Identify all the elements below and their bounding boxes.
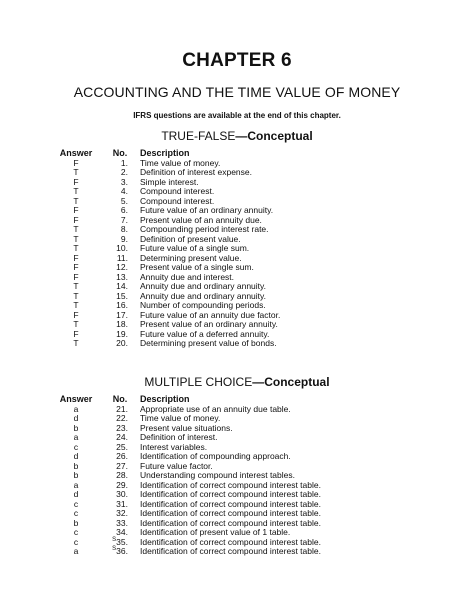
description-cell: Identification of correct compound interest table. xyxy=(140,508,321,518)
header-no: No. xyxy=(112,394,128,404)
table-row xyxy=(0,339,474,349)
number-text: 11. xyxy=(116,252,128,263)
number-text: 31. xyxy=(116,498,128,509)
multiple-choice-heading xyxy=(0,375,474,389)
number-text: 5. xyxy=(120,195,128,206)
answer-cell: d xyxy=(73,413,79,423)
number-text: 17. xyxy=(116,309,128,320)
answer-cell: F xyxy=(73,309,79,320)
true-false-title: TRUE-FALSE xyxy=(161,129,236,143)
description-cell: Determining present value. xyxy=(140,252,242,263)
answer-cell: a xyxy=(73,432,79,442)
description-cell: Present value situations. xyxy=(140,422,233,433)
description-cell: Time value of money. xyxy=(140,413,221,423)
number-text: 23. xyxy=(116,422,128,433)
number-text: 9. xyxy=(120,233,128,244)
answer-cell: a xyxy=(73,546,79,556)
true-false-heading xyxy=(0,129,474,143)
description-cell: Appropriate use of an annuity due table. xyxy=(140,403,291,414)
description-cell: Identification of correct compound interest table. xyxy=(140,479,321,490)
number-text: 34. xyxy=(116,527,128,537)
answer-cell: d xyxy=(73,451,79,461)
number-text: 4. xyxy=(120,186,128,196)
answer-cell: T xyxy=(73,224,79,234)
header-no: No. xyxy=(112,148,128,158)
answer-cell: F xyxy=(73,271,79,282)
multiple-choice-title: MULTIPLE CHOICE xyxy=(144,375,253,389)
true-false-suffix: —Conceptual xyxy=(235,129,313,143)
description-cell: Identification of correct compound interest table. xyxy=(140,517,321,528)
table-row xyxy=(0,452,474,462)
table-row xyxy=(0,405,474,415)
answer-cell: c xyxy=(73,508,79,518)
number-text: 6. xyxy=(120,205,128,215)
answer-cell: F xyxy=(73,262,79,272)
table-row xyxy=(0,433,474,443)
number-text: 3. xyxy=(120,176,128,187)
table-header xyxy=(0,394,474,405)
answer-cell: c xyxy=(73,498,79,509)
number-text: 35. xyxy=(116,536,128,547)
description-cell: Present value of a single sum. xyxy=(140,262,254,272)
multiple-choice-table xyxy=(0,394,474,557)
number-text: 22. xyxy=(116,413,128,423)
answer-cell: d xyxy=(73,489,79,499)
table-row xyxy=(0,424,474,434)
description-cell: Compounding period interest rate. xyxy=(140,224,269,234)
table-header xyxy=(0,148,474,159)
number-text: 21. xyxy=(116,403,128,414)
description-cell: Identification of correct compound interest table. xyxy=(140,546,321,556)
answer-cell: T xyxy=(73,281,79,291)
description-cell: Identification of correct compound interest table. xyxy=(140,498,321,509)
description-cell: Future value of an annuity due factor. xyxy=(140,309,281,320)
answer-cell: T xyxy=(73,243,79,253)
answer-cell: T xyxy=(73,290,79,301)
answer-cell: b xyxy=(73,517,79,528)
description-cell: Identification of present value of 1 table. xyxy=(140,527,291,537)
number-text: 24. xyxy=(116,432,128,442)
description-cell: Annuity due and ordinary annuity. xyxy=(140,281,267,291)
table-row xyxy=(0,168,474,178)
number-text: 26. xyxy=(116,451,128,461)
description-cell: Interest variables. xyxy=(140,441,208,452)
answer-cell: F xyxy=(73,252,79,263)
number-text: 27. xyxy=(116,460,128,471)
answer-cell: F xyxy=(73,176,79,187)
description-cell: Future value of a single sum. xyxy=(140,243,250,253)
header-description: Description xyxy=(140,394,190,404)
answer-cell: T xyxy=(73,300,79,310)
answer-cell: b xyxy=(73,470,79,480)
true-false-table xyxy=(0,148,474,349)
description-cell: Definition of present value. xyxy=(140,233,241,244)
answer-cell: c xyxy=(73,527,79,537)
answer-cell: T xyxy=(73,319,79,329)
description-cell: Identification of correct compound interest table. xyxy=(140,489,321,499)
description-cell: Compound interest. xyxy=(140,186,215,196)
number-text: 20. xyxy=(116,338,128,348)
number-text: 8. xyxy=(120,224,128,234)
number-text: 14. xyxy=(116,281,128,291)
answer-cell: F xyxy=(73,205,79,215)
number-text: 18. xyxy=(116,319,128,329)
chapter-subtitle: ACCOUNTING AND THE TIME VALUE OF MONEY xyxy=(73,84,401,100)
description-cell: Definition of interest expense. xyxy=(140,167,252,177)
answer-cell: F xyxy=(73,328,79,339)
number-text: 2. xyxy=(120,167,128,177)
answer-cell: b xyxy=(73,460,79,471)
answer-cell: a xyxy=(73,403,79,414)
description-cell: Future value of a deferred annuity. xyxy=(140,328,270,339)
answer-cell: T xyxy=(73,195,79,206)
description-cell: Annuity due and interest. xyxy=(140,271,235,282)
number-text: 12. xyxy=(116,262,128,272)
number-superscript: S xyxy=(112,546,117,553)
answer-cell: T xyxy=(73,338,79,348)
description-cell: Present value of an annuity due. xyxy=(140,214,262,225)
answer-cell: T xyxy=(73,233,79,244)
number-text: 30. xyxy=(116,489,128,499)
number-text: 13. xyxy=(116,271,128,282)
ifrs-note: IFRS questions are available at the end of this chapter. xyxy=(133,111,341,120)
table-row xyxy=(0,414,474,424)
answer-cell: b xyxy=(73,422,79,433)
number-text: 16. xyxy=(116,300,128,310)
header-answer: Answer xyxy=(59,148,93,158)
description-cell: Time value of money. xyxy=(140,157,221,168)
description-cell: Identification of correct compound interest table. xyxy=(140,536,321,547)
description-cell: Identification of compounding approach. xyxy=(140,451,291,461)
description-cell: Determining present value of bonds. xyxy=(140,338,277,348)
number-cell xyxy=(106,339,128,349)
answer-cell: T xyxy=(73,167,79,177)
number-text: 29. xyxy=(116,479,128,490)
description-cell: Understanding compound interest tables. xyxy=(140,470,295,480)
description-cell: Compound interest. xyxy=(140,195,215,206)
number-text: 15. xyxy=(116,290,128,301)
number-text: 7. xyxy=(120,214,128,225)
answer-cell: F xyxy=(73,214,79,225)
header-answer: Answer xyxy=(59,394,93,404)
number-cell xyxy=(106,547,128,557)
answer-cell: a xyxy=(73,479,79,490)
answer-cell: c xyxy=(73,441,79,452)
table-row xyxy=(0,547,474,557)
number-text: 10. xyxy=(116,243,128,253)
description-cell: Present value of an ordinary annuity. xyxy=(140,319,278,329)
description-cell: Annuity due and ordinary annuity. xyxy=(140,290,267,301)
header-description: Description xyxy=(140,148,190,158)
number-text: 19. xyxy=(116,328,128,339)
answer-cell: T xyxy=(73,186,79,196)
chapter-title: CHAPTER 6 xyxy=(182,50,292,71)
number-text: 36. xyxy=(116,546,128,556)
number-text: 1. xyxy=(120,157,128,168)
description-cell: Future value factor. xyxy=(140,460,213,471)
description-cell: Definition of interest. xyxy=(140,432,218,442)
description-cell: Future value of an ordinary annuity. xyxy=(140,205,274,215)
number-text: 25. xyxy=(116,441,128,452)
table-row xyxy=(0,263,474,273)
answer-cell: F xyxy=(73,157,79,168)
table-row xyxy=(0,178,474,188)
number-text: 33. xyxy=(116,517,128,528)
answer-cell: c xyxy=(73,536,79,547)
description-cell: Simple interest. xyxy=(140,176,199,187)
number-superscript: S xyxy=(112,536,117,543)
number-text: 32. xyxy=(116,508,128,518)
multiple-choice-suffix: —Conceptual xyxy=(252,375,330,389)
number-text: 28. xyxy=(116,470,128,480)
description-cell: Number of compounding periods. xyxy=(140,300,266,310)
table-row xyxy=(0,187,474,197)
